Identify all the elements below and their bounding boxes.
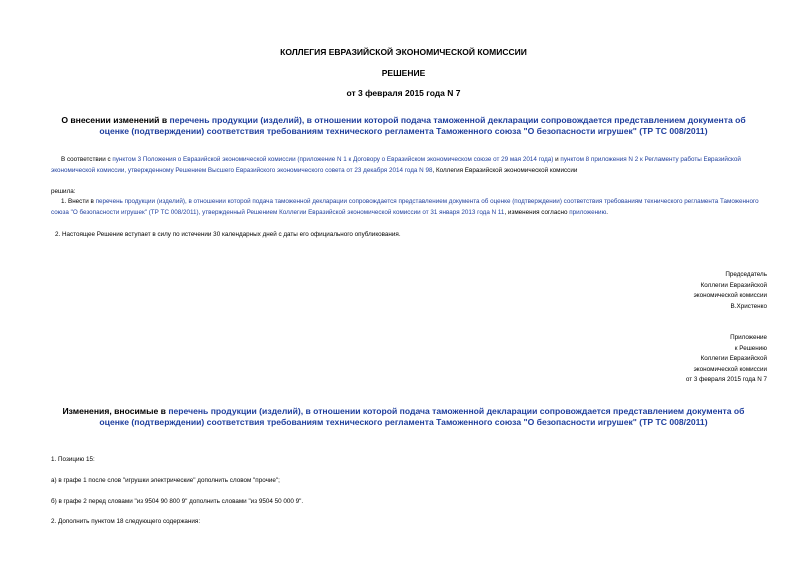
preamble-text-3: и (553, 156, 561, 163)
signature-line: В.Христенко (730, 302, 767, 310)
appendix-block (686, 333, 767, 386)
signature-line: Коллегии Евразийской (700, 281, 767, 289)
preamble-link-3[interactable]: пунктом 8 приложения N 2 к Регламенту работы Евразийской экономической комиссии, утвержденному Решением Высшего Евразийского экономического совета от 23 декабря 2014 года N 98 (51, 156, 741, 174)
change-item-1: 1. Позицию 15: (51, 456, 95, 463)
item1-link-2[interactable]: приложению (569, 208, 607, 216)
item1-text-1: 1. Внести в (61, 198, 96, 205)
changes-title-link[interactable]: перечень продукции (изделий), в отношении которой подача таможенной декларации сопровождается представлением документа об оценке (подтверждении) соответствия требованиям технического регламента Таможенного союза "О безопасности игрушек" (ТР ТС 008/2011) (99, 406, 745, 427)
item1-text-3: . (606, 208, 609, 216)
preamble-text-4: , Коллегия Евразийской экономической комиссии (432, 166, 578, 174)
org-heading: КОЛЛЕГИЯ ЕВРАЗИЙСКОЙ ЭКОНОМИЧЕСКОЙ КОМИССИИ (280, 47, 527, 57)
appendix-line: экономической комиссии (693, 365, 767, 373)
item1-text-2: , изменения согласно (504, 208, 570, 216)
signature-block (694, 270, 767, 312)
change-item-2: 2. Дополнить пунктом 18 следующего содержания: (51, 518, 201, 525)
change-item-1b: б) в графе 2 перед словами "из 9504 90 800 9" дополнить словами "из 9504 50 000 9". (51, 498, 304, 505)
changes-title-prefix: Изменения, вносимые в (62, 406, 169, 416)
doc-type-heading: РЕШЕНИЕ (381, 68, 426, 78)
document-title (50, 115, 757, 137)
signature-line: Председатель (725, 271, 767, 278)
appendix-line: к Решению (734, 344, 767, 352)
title-link[interactable]: перечень продукции (изделий), в отношении которой подача таможенной декларации сопровождается представлением документа об оценке (подтверждении) соответствия требованиям технического регламента Таможенного союза "О безопасности игрушек" (ТР ТС 008/2011) (99, 115, 746, 136)
doc-date-heading: от 3 февраля 2015 года N 7 (346, 88, 461, 98)
preamble-paragraph (51, 155, 773, 176)
decided-label: решила: (51, 188, 76, 195)
appendix-line: Приложение (730, 334, 767, 341)
signature-line: экономической комиссии (693, 292, 767, 299)
appendix-line: от 3 февраля 2015 года N 7 (685, 376, 767, 383)
title-prefix: О внесении изменений в (61, 115, 170, 125)
change-item-1a: а) в графе 1 после слов "игрушки электрические" дополнить словом "прочие"; (51, 477, 280, 484)
preamble-link-1[interactable]: пунктом 3 Положения о Евразийской экономической комиссии (112, 156, 296, 163)
preamble-text-1: В соответствии с (61, 156, 113, 163)
item-1-paragraph (51, 197, 773, 218)
preamble-link-2[interactable]: (приложение N 1 к Договору о Евразийском экономическом союзе от 29 мая 2014 года) (297, 156, 554, 163)
item1-link-1[interactable]: перечень продукции (изделий), в отношении которой подача таможенной декларации сопровождается представлением документа об оценке (подтверждении) соответствия требованиям технического регламента Таможенного союза "О безопасности игрушек" (ТР ТС 008/2011), утвержденный Решением Коллегии Евразийской экономической комиссии от 31 января 2013 года N 11 (51, 198, 759, 216)
appendix-line: Коллегии Евразийской (700, 355, 767, 362)
item-2-paragraph: 2. Настоящее Решение вступает в силу по истечении 30 календарных дней с даты его официального опубликования. (55, 231, 401, 238)
changes-title (50, 406, 757, 428)
